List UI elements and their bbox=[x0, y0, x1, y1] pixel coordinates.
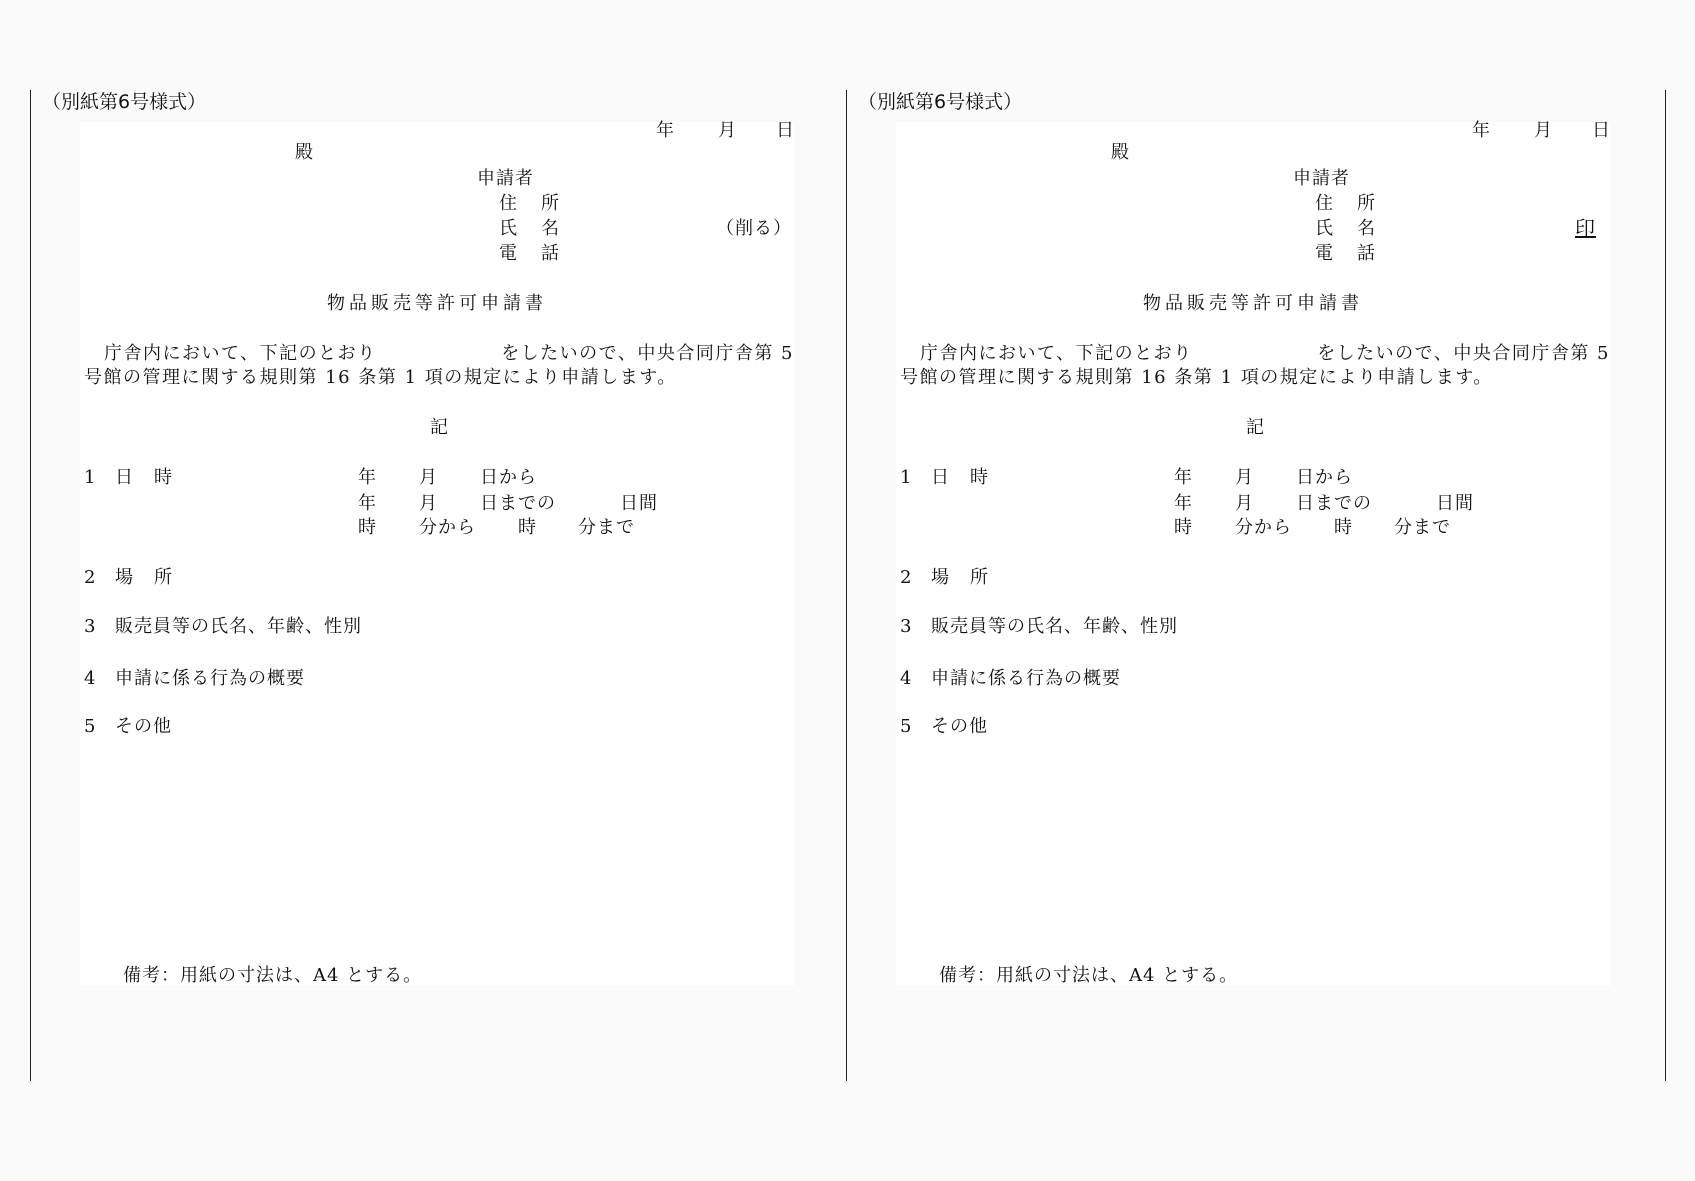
schedule-token: 月 bbox=[419, 493, 438, 514]
item-number: 2 bbox=[84, 567, 97, 588]
item-label-datetime: 日 時 bbox=[115, 467, 174, 488]
schedule-token: 時 bbox=[358, 517, 377, 538]
schedule-token: 日間 bbox=[1436, 493, 1474, 514]
body-line2: 号館の管理に関する規則第 16 条第 1 項の規定により申請します。 bbox=[84, 367, 677, 388]
schedule-token: 日までの bbox=[480, 493, 556, 514]
item-number: 4 bbox=[900, 668, 913, 689]
remarks-note: 備考：用紙の寸法は、A4 とする。 bbox=[123, 965, 423, 986]
record-heading: 記 bbox=[1246, 417, 1265, 438]
address-label: 住 所 bbox=[1315, 193, 1378, 214]
schedule-token: 分から bbox=[1235, 517, 1292, 538]
document-title: 物品販売等許可申請書 bbox=[327, 293, 547, 314]
item-label-place: 場 所 bbox=[115, 567, 174, 588]
remarks-note: 備考：用紙の寸法は、A4 とする。 bbox=[939, 965, 1239, 986]
body-line1-start: 庁舎内において、下記のとおり bbox=[920, 343, 1193, 364]
body-line1-start: 庁舎内において、下記のとおり bbox=[104, 343, 377, 364]
schedule-token: 年 bbox=[1174, 467, 1193, 488]
name-label: 氏 名 bbox=[1315, 218, 1378, 239]
schedule-token: 月 bbox=[419, 467, 438, 488]
schedule-token: 分まで bbox=[1394, 517, 1451, 538]
schedule-token: 年 bbox=[358, 467, 377, 488]
form-sheet bbox=[896, 122, 1610, 986]
schedule-token: 日から bbox=[1296, 467, 1353, 488]
item-label-datetime: 日 時 bbox=[931, 467, 990, 488]
item-label-sellers: 販売員等の氏名、年齢、性別 bbox=[931, 616, 1178, 637]
form-number-label: （別紙第6号様式） bbox=[858, 91, 1023, 113]
date-year-label: 年 bbox=[656, 120, 675, 141]
applicant-heading: 申請者 bbox=[1293, 168, 1350, 189]
schedule-token: 時 bbox=[1334, 517, 1353, 538]
addressee-suffix: 殿 bbox=[295, 142, 314, 163]
applicant-heading: 申請者 bbox=[477, 168, 534, 189]
item-label-sellers: 販売員等の氏名、年齢、性別 bbox=[115, 616, 362, 637]
item-number: 1 bbox=[84, 467, 97, 488]
name-label: 氏 名 bbox=[499, 218, 562, 239]
schedule-token: 日までの bbox=[1296, 493, 1372, 514]
item-number: 4 bbox=[84, 668, 97, 689]
schedule-token: 月 bbox=[1235, 467, 1254, 488]
schedule-token: 分から bbox=[419, 517, 476, 538]
date-day-label: 日 bbox=[776, 120, 795, 141]
item-number: 5 bbox=[84, 716, 97, 737]
form-page-left bbox=[30, 0, 830, 1181]
form-number-label: （別紙第6号様式） bbox=[42, 91, 207, 113]
item-label-other: その他 bbox=[931, 716, 988, 737]
body-line1-end: をしたいので、中央合同庁舎第 5 bbox=[501, 343, 794, 364]
record-heading: 記 bbox=[430, 417, 449, 438]
item-label-activity: 申請に係る行為の概要 bbox=[931, 668, 1121, 689]
date-year-label: 年 bbox=[1472, 120, 1491, 141]
phone-label: 電 話 bbox=[499, 243, 562, 264]
schedule-token: 年 bbox=[1174, 493, 1193, 514]
item-number: 2 bbox=[900, 567, 913, 588]
schedule-token: 年 bbox=[358, 493, 377, 514]
body-line2: 号館の管理に関する規則第 16 条第 1 項の規定により申請します。 bbox=[900, 367, 1493, 388]
schedule-token: 日から bbox=[480, 467, 537, 488]
item-label-place: 場 所 bbox=[931, 567, 990, 588]
item-label-other: その他 bbox=[115, 716, 172, 737]
phone-label: 電 話 bbox=[1315, 243, 1378, 264]
form-page-right bbox=[846, 0, 1646, 1181]
body-line1-end: をしたいので、中央合同庁舎第 5 bbox=[1317, 343, 1610, 364]
page-border-right bbox=[1665, 90, 1666, 1081]
item-number: 5 bbox=[900, 716, 913, 737]
schedule-token: 月 bbox=[1235, 493, 1254, 514]
date-month-label: 月 bbox=[718, 120, 737, 141]
document-title: 物品販売等許可申請書 bbox=[1143, 293, 1363, 314]
form-sheet bbox=[80, 122, 794, 986]
seal-mark: 印 bbox=[1575, 216, 1596, 240]
schedule-token: 日間 bbox=[620, 493, 658, 514]
schedule-token: 時 bbox=[1174, 517, 1193, 538]
item-number: 3 bbox=[84, 616, 97, 637]
addressee-suffix: 殿 bbox=[1111, 142, 1130, 163]
name-mark: （削る） bbox=[716, 218, 792, 239]
schedule-token: 分まで bbox=[578, 517, 635, 538]
item-number: 3 bbox=[900, 616, 913, 637]
schedule-token: 時 bbox=[518, 517, 537, 538]
item-label-activity: 申請に係る行為の概要 bbox=[115, 668, 305, 689]
date-month-label: 月 bbox=[1534, 120, 1553, 141]
date-day-label: 日 bbox=[1592, 120, 1611, 141]
item-number: 1 bbox=[900, 467, 913, 488]
address-label: 住 所 bbox=[499, 193, 562, 214]
